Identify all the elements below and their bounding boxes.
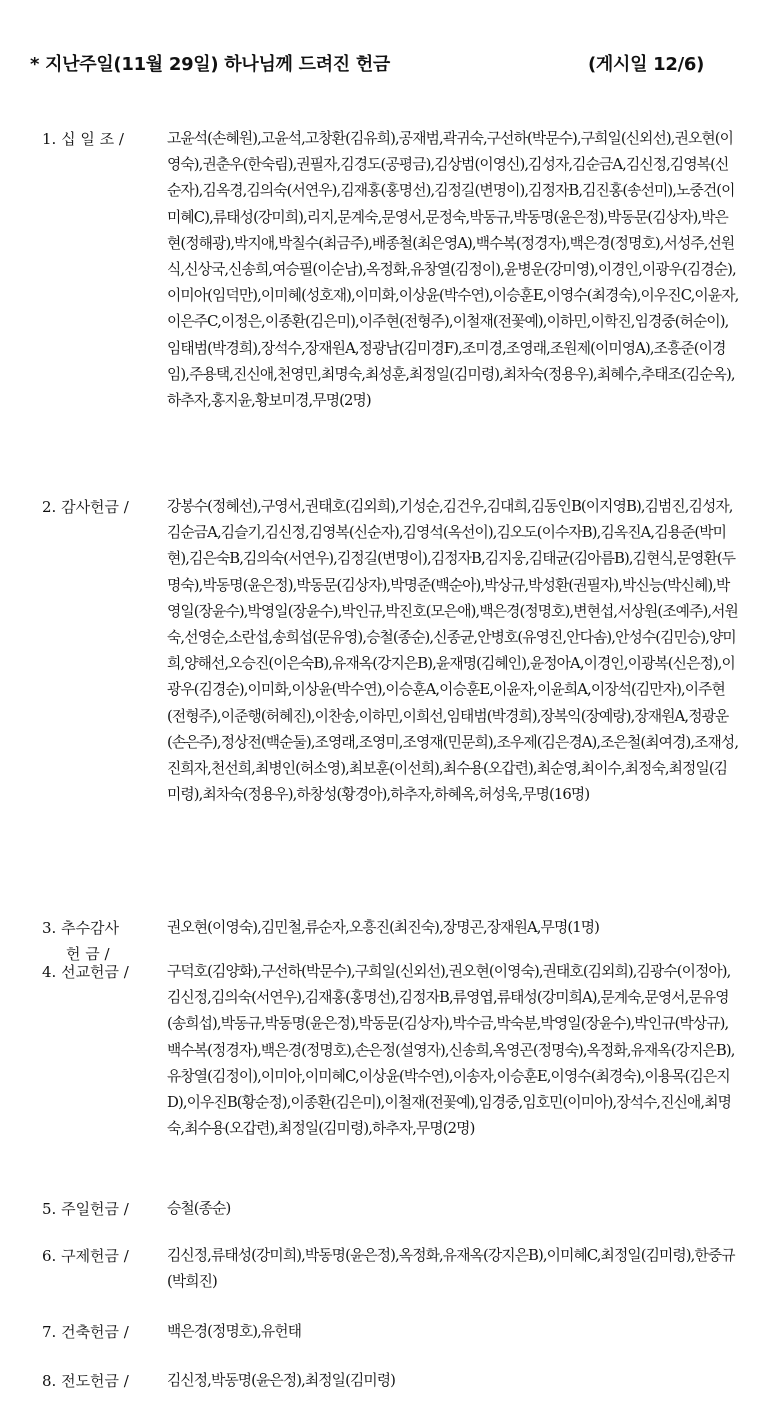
section-label: 5. 주일헌금 / [42,1200,129,1218]
donor-names: 구덕호(김양화),구선하(박문수),구희일(신외선),권오현(이영숙),권태호(김외희),김광수(이정아),김신정,김의숙(서연우),김재홍(홍명선),김정자B,류영엽,류태성(강미희A),문계숙,문영서,문유영(송희섭),박동규,박동명(윤은정),박동문(김상자),박수금,박숙분,박영일(장윤수),박인규(박상규),백수복(정경자),백은경(정명호),손은정(설영자),신송희,옥영곤(정명숙),옥정화,유재옥(강지은B),유창열(김정이),이미아,이미혜C,이상윤(박수연),이송자,이승훈E,이영수(최경숙),이용목(김은지D),이우진B(황순정),이종환(김은미),이철재(전꽃예),임경중,임호민(이미아),장석수,진신애,최명숙,최수용(오갑련),최정일(김미령),하추자,무명(2명) [167,963,735,1138]
donor-names: 김신정,박동명(윤은정),최정일(김미령) [167,1372,396,1389]
donor-names: 김신정,류태성(강미희),박동명(윤은정),옥정화,유재옥(강지은B),이미혜C,최정일(김미령),한중규(박희진) [167,1247,735,1291]
section-label: 4. 선교헌금 / [42,963,129,981]
section-label: 6. 구제헌금 / [42,1247,129,1265]
section-label: 2. 감사헌금 / [42,498,129,516]
section-label: 8. 전도헌금 / [42,1372,129,1390]
donor-names: 권오현(이영숙),김민철,류순자,오흥진(최진숙),장명곤,장재원A,무명(1명) [167,919,599,936]
donor-names: 고윤석(손혜원),고윤석,고창환(김유희),공재범,곽귀숙,구선하(박문수),구희일(신외선),권오현(이영숙),권춘우(한숙림),권필자,김경도(공평금),김상범(이영신),김성자,김순금A,김신정,김영복(신순자),김옥경,김의숙(서연우),김재홍(홍명선),김정길(변명이),김정자B,김진홍(송선미),노중건(이미혜C),류태성(강미희),리지,문계숙,문영서,문정숙,박동규,박동명(윤은정),박동문(김상자),박은현(정해광),박지애,박칠수(최금주),배종철(최은영A),백수복(정경자),백은경(정명호),서성주,선원식,신상국,신송희,여승필(이순남),옥정화,유창열(김정이),윤병운(강미영),이경인,이광우(김경순),이미아(임덕만),이미혜(성호재),이미화,이상윤(박수연),이승훈E,이영수(최경숙),이우진C,이윤자,이은주C,이정은,이종환(김은미),이주현(전형주),이철재(전꽃예),이하민,이학진,임경중(허순이),임태범(박경희),장석수,장재원A,정광남(김미경F),조미경,조영래,조원제(이미영A),조흥준(이경임),주용택,진신애,천영민,최명숙,최성훈,최정일(김미령),최차숙(정용우),최혜수,추태조(김순옥),하추자,홍지윤,황보미경,무명(2명) [167,130,739,410]
donor-names: 승철(종순) [167,1200,231,1217]
section-label: 1. 십 일 조 / [42,130,124,148]
bulletin-header [30,50,730,80]
donor-names: 강봉수(정혜선),구영서,권태호(김외희),기성순,김건우,김대희,김동인B(이지영B),김범진,김성자,김순금A,김슬기,김신정,김영복(신순자),김영석(옥선이),김오도(이수자B),김옥진A,김용준(박미현),김은숙B,김의숙(서연우),김정길(변명이),김정자B,김지웅,김태균(김아름B),김현식,문영환(두명숙),박동명(윤은정),박동문(김상자),박명준(백순아),박상규,박성환(권필자),박신능(박신혜),박영일(장윤수),박영일(장윤수),박인규,박진호(모은애),백은경(정명호),변현섭,서상원(조예주),서원숙,선영순,소란섭,송희섭(문유영),승철(종순),신종균,안병호(유영진,안다솜),안성수(김민승),양미희,양해선,오승진(이은숙B),유재옥(강지은B),윤재명(김혜인),윤정아A,이경인,이광복(신은정),이광우(김경순),이미화,이상윤(박수연),이승훈A,이승훈E,이윤자,이윤희A,이장석(김만자),이주현(전형주),이준행(허혜진),이찬송,이하민,이희선,임태범(박경희),장복익(장예랑),장재원A,정광운(손은주),정상전(백순둘),조영래,조영미,조영재(민문희),조우제(김은경A),조은철(최여경),조재성,진희자,천선희,최병인(허소영),최보훈(이선희),최수용(오갑련),최순영,최이수,최정숙,최정일(김미령),최차숙(정용우),하창성(황경아),하추자,하혜옥,허성욱,무명(16명) [167,498,739,804]
section-label: 3. 추수감사 헌 금 / [42,919,120,964]
donor-names: 백은경(정명호),유헌태 [167,1323,302,1340]
section-label: 7. 건축헌금 / [42,1323,129,1341]
page-title: * 지난주일(11월 29일) 하나님께 드려진 헌금 [30,54,391,75]
posted-date: (게시일 12/6) [588,54,705,75]
